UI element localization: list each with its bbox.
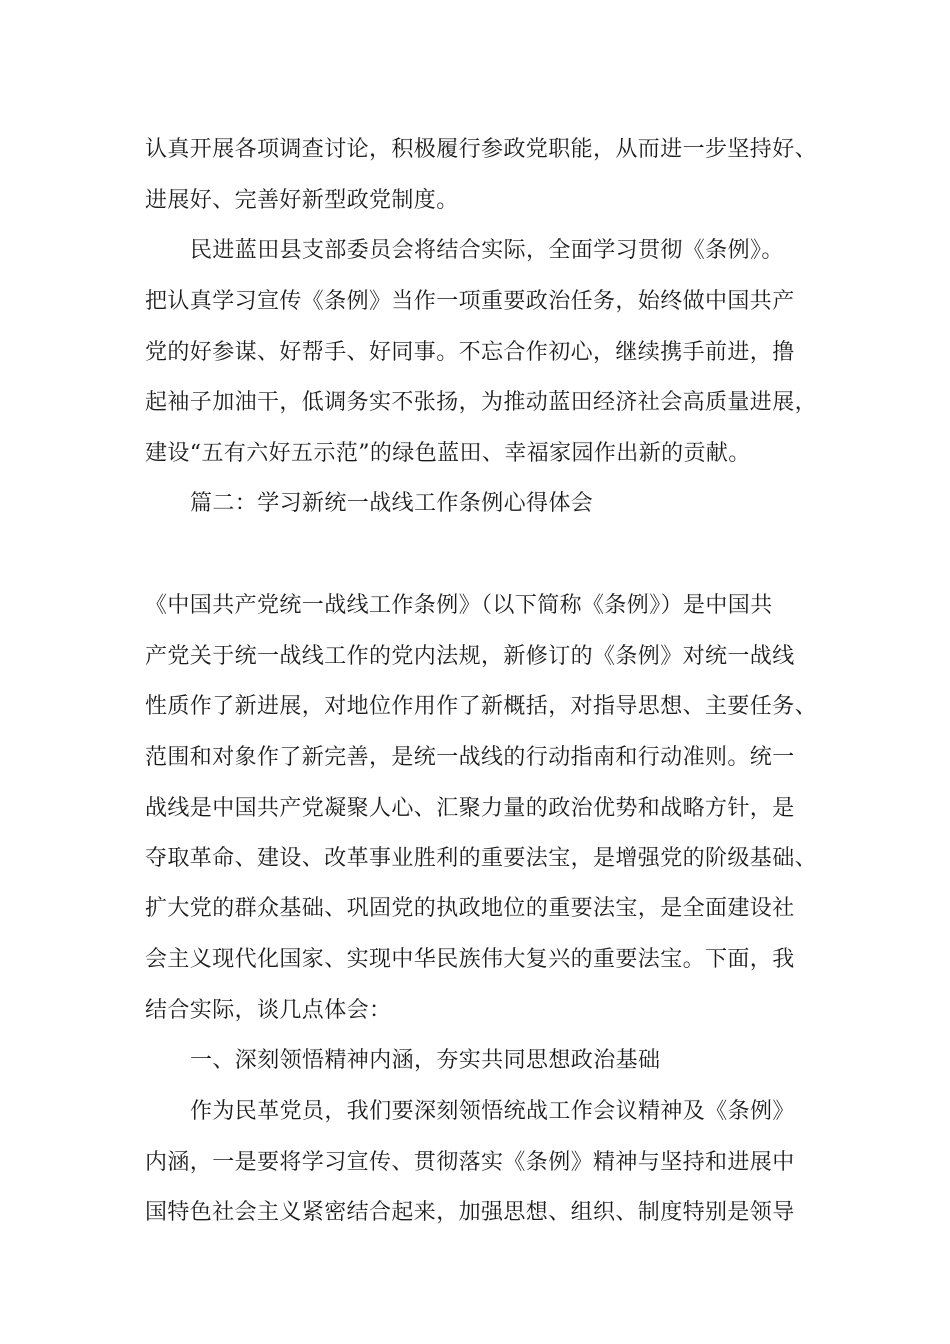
body-text-line: 结合实际，谈几点体会： — [145, 998, 392, 1023]
body-text-line: 进展好、完善好新型政党制度。 — [145, 188, 459, 213]
paragraph-start-line: 民进蓝田县支部委员会将结合实际，全面学习贯彻《条例》。 — [190, 238, 784, 263]
body-text-line: 党的好参谋、好帮手、好同事。不忘合作初心，继续携手前进，撸 — [145, 340, 795, 365]
body-text-line: 建设“五有六好五示范”的绿色蓝田、幸福家园作出新的贡献。 — [145, 441, 751, 466]
body-text-line: 范围和对象作了新完善，是统一战线的行动指南和行动准则。统一 — [145, 745, 795, 770]
body-text-line: 扩大党的群众基础、巩固党的执政地位的重要法宝，是全面建设社 — [145, 896, 795, 921]
body-text-line: 认真开展各项调查讨论，积极履行参政党职能，从而进一步坚持好、 — [145, 137, 818, 162]
body-text-line: 会主义现代化国家、实现中华民族伟大复兴的重要法宝。下面，我 — [145, 947, 795, 972]
body-text-line: 产党关于统一战线工作的党内法规，新修订的《条例》对统一战线 — [145, 644, 795, 669]
body-text-line: 战线是中国共产党凝聚人心、汇聚力量的政治优势和战略方针，是 — [145, 796, 795, 821]
body-text-line: 把认真学习宣传《条例》当作一项重要政治任务，始终做中国共产 — [145, 289, 795, 314]
body-text-line: 《中国共产党统一战线工作条例》（以下简称《条例》）是中国共 — [145, 593, 773, 618]
body-text-line: 性质作了新进展，对地位作用作了新概括，对指导思想、主要任务、 — [145, 694, 818, 719]
body-text-line: 内涵，一是要将学习宣传、贯彻落实《条例》精神与坚持和进展中 — [145, 1150, 795, 1175]
section-heading: 篇二：学习新统一战线工作条例心得体会 — [190, 491, 594, 516]
body-text-line: 起袖子加油干，低调务实不张扬，为推动蓝田经济社会高质量进展， — [145, 390, 818, 415]
body-text-line: 夺取革命、建设、改革事业胜利的重要法宝，是增强党的阶级基础、 — [145, 846, 818, 871]
subsection-heading: 一、深刻领悟精神内涵，夯实共同思想政治基础 — [190, 1048, 661, 1073]
body-text-line: 国特色社会主义紧密结合起来，加强思想、组织、制度特别是领导 — [145, 1200, 795, 1225]
paragraph-start-line: 作为民革党员，我们要深刻领悟统战工作会议精神及《条例》 — [190, 1099, 795, 1124]
